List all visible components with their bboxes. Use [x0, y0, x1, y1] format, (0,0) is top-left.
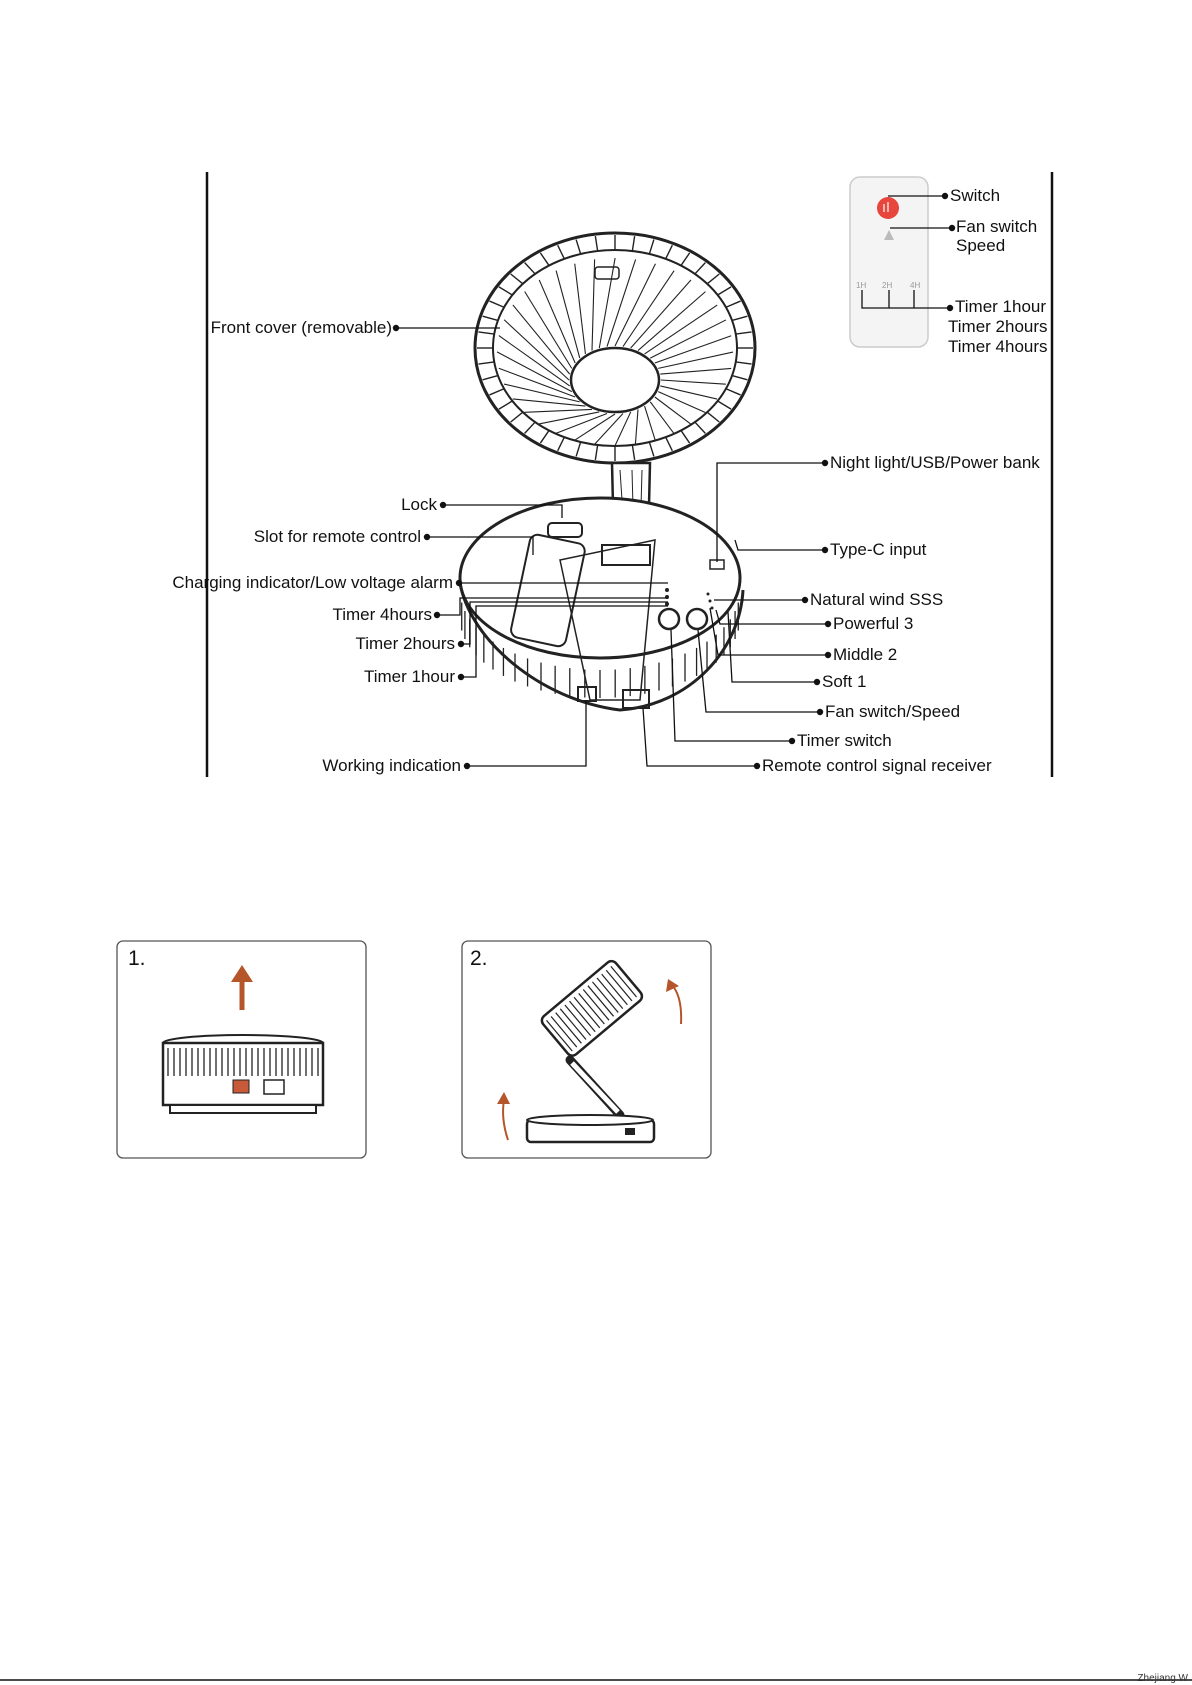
label-front-cover: Front cover (removable) — [210, 318, 392, 337]
folded-fan-body — [163, 1043, 323, 1105]
fan-illustration — [460, 233, 755, 710]
label-charging-indicator: Charging indicator/Low voltage alarm — [172, 573, 453, 592]
open-fan-port — [625, 1128, 635, 1135]
folded-fan-window — [264, 1080, 284, 1094]
label-timer-switch: Timer switch — [797, 731, 892, 750]
label-remote-timer-4: Timer 4hours — [948, 337, 1048, 356]
label-type-c: Type-C input — [830, 540, 927, 559]
label-fan-switch-speed: Fan switch/Speed — [825, 702, 961, 721]
remote-key-2h: 2H — [882, 281, 893, 290]
step-panel-1 — [117, 941, 366, 1158]
label-remote-fan-switch: Fan switch — [956, 217, 1038, 236]
label-remote-slot: Slot for remote control — [253, 527, 421, 546]
step-number: 2. — [470, 947, 488, 970]
label-remote-switch: Switch — [950, 186, 1001, 205]
open-fan-base-top — [527, 1115, 653, 1125]
label-soft: Soft 1 — [822, 672, 867, 691]
label-natural-wind: Natural wind SSS — [810, 590, 944, 609]
remote-key-1h: 1H — [856, 281, 867, 290]
label-remote-receiver: Remote control signal receiver — [762, 756, 992, 775]
label-remote-speed: Speed — [956, 236, 1006, 255]
remote-key-4h: 4H — [910, 281, 921, 290]
label-middle: Middle 2 — [833, 645, 898, 664]
folded-fan-indicator — [233, 1080, 249, 1093]
label-timer-4hours: Timer 4hours — [332, 605, 432, 624]
label-remote-timer-2: Timer 2hours — [948, 317, 1048, 336]
label-timer-1hour: Timer 1hour — [363, 667, 455, 686]
step-number: 1. — [128, 947, 146, 970]
footer-company: Zhejiang W — [1137, 1673, 1188, 1684]
label-lock: Lock — [401, 495, 437, 514]
step-panel-2 — [462, 941, 711, 1158]
label-powerful: Powerful 3 — [833, 614, 914, 633]
label-timer-2hours: Timer 2hours — [355, 634, 455, 653]
fan-hub — [571, 348, 659, 412]
label-remote-timer-1: Timer 1hour — [955, 297, 1047, 316]
remote-control — [850, 177, 928, 347]
label-working-indication: Working indication — [322, 756, 461, 775]
label-night-light: Night light/USB/Power bank — [830, 453, 1040, 472]
folded-fan-foot — [170, 1105, 316, 1113]
